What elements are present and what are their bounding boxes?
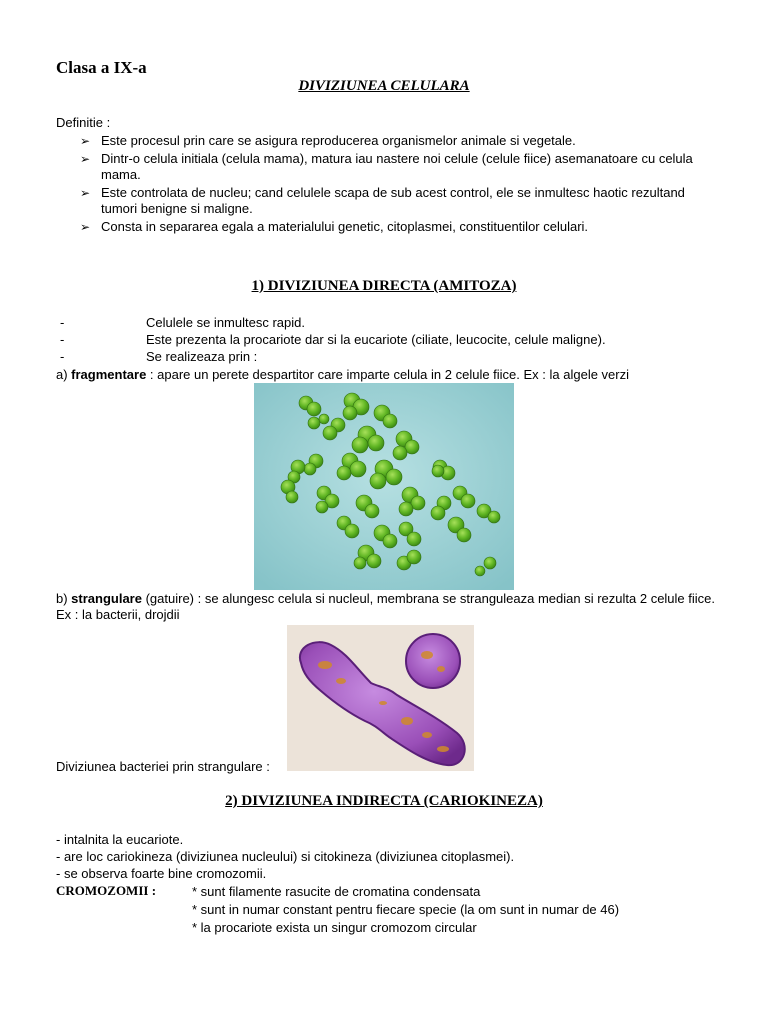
definition-list — [80, 133, 720, 237]
dash-item: - Este prezenta la procariote dar si la eucariote (ciliate, leucocite, celule maligne). — [60, 332, 606, 347]
green-algae-image — [254, 383, 514, 590]
cromozomi-item: * la procariote exista un singur cromozom circular — [192, 920, 477, 935]
indirect-line: - intalnita la eucariote. — [56, 832, 184, 847]
section1-title: 1) DIVIZIUNEA DIRECTA (AMITOZA) — [251, 278, 517, 294]
definition-item: ➢ Consta in separarea egala a materialului genetic, citoplasmei, constituentilor celulari. — [80, 219, 589, 234]
bacteria-illustration — [287, 625, 474, 771]
fragmentare-term: fragmentare — [71, 367, 147, 382]
dash-item: - Celulele se inmultesc rapid. — [60, 315, 305, 330]
definition-item: ➢ Dintr-o celula initiala (celula mama), matura iau nastere noi celule (celule fiice) asemanatoare cu celula mama. — [80, 151, 693, 182]
strangulare-term: strangulare — [71, 591, 142, 606]
class-title: Clasa a IX-a — [56, 58, 147, 77]
arrow-bullet-icon: ➢ — [80, 220, 91, 234]
bacteria-strangulation-image — [287, 625, 474, 771]
cromozomi-item: * sunt in numar constant pentru fiecare specie (la om sunt in numar de 46) — [192, 902, 620, 917]
main-title: DIVIZIUNEA CELULARA — [298, 78, 470, 94]
arrow-bullet-icon: ➢ — [80, 152, 91, 166]
dash-item: - Se realizeaza prin : — [60, 349, 258, 364]
indirect-line: - are loc cariokineza (diviziunea nucleului) si citokineza (diviziunea citoplasmei). — [56, 849, 515, 864]
indirect-line: - se observa foarte bine cromozomii. — [56, 866, 267, 881]
definition-label: Definitie : — [56, 115, 111, 130]
strangulare-paragraph: b) strangulare (gatuire) : se alungesc celula si nucleul, membrana se stranguleaza median si rezulta 2 celule fiice. Ex : la bacterii, drojdii — [56, 591, 715, 622]
definition-item: ➢ Este controlata de nucleu; cand celulele scapa de sub acest control, ele se inmultesc haotic rezultand tumori benigne si maligne. — [80, 185, 685, 216]
arrow-bullet-icon: ➢ — [80, 134, 91, 148]
bacteria-caption: Diviziunea bacteriei prin strangulare : — [56, 759, 270, 774]
arrow-bullet-icon: ➢ — [80, 186, 91, 200]
cromozomi-label: CROMOZOMII : — [56, 883, 157, 898]
section2-title: 2) DIVIZIUNEA INDIRECTA (CARIOKINEZA) — [225, 793, 543, 809]
green-algae-illustration — [254, 383, 514, 590]
definition-item: ➢ Este procesul prin care se asigura reproducerea organismelor animale si vegetale. — [80, 133, 576, 148]
cromozomi-item: * sunt filamente rasucite de cromatina condensata — [192, 884, 481, 899]
fragmentare-paragraph: a) fragmentare : apare un perete despartitor care imparte celula in 2 celule fiice. Ex : la algele verzi — [56, 367, 630, 382]
